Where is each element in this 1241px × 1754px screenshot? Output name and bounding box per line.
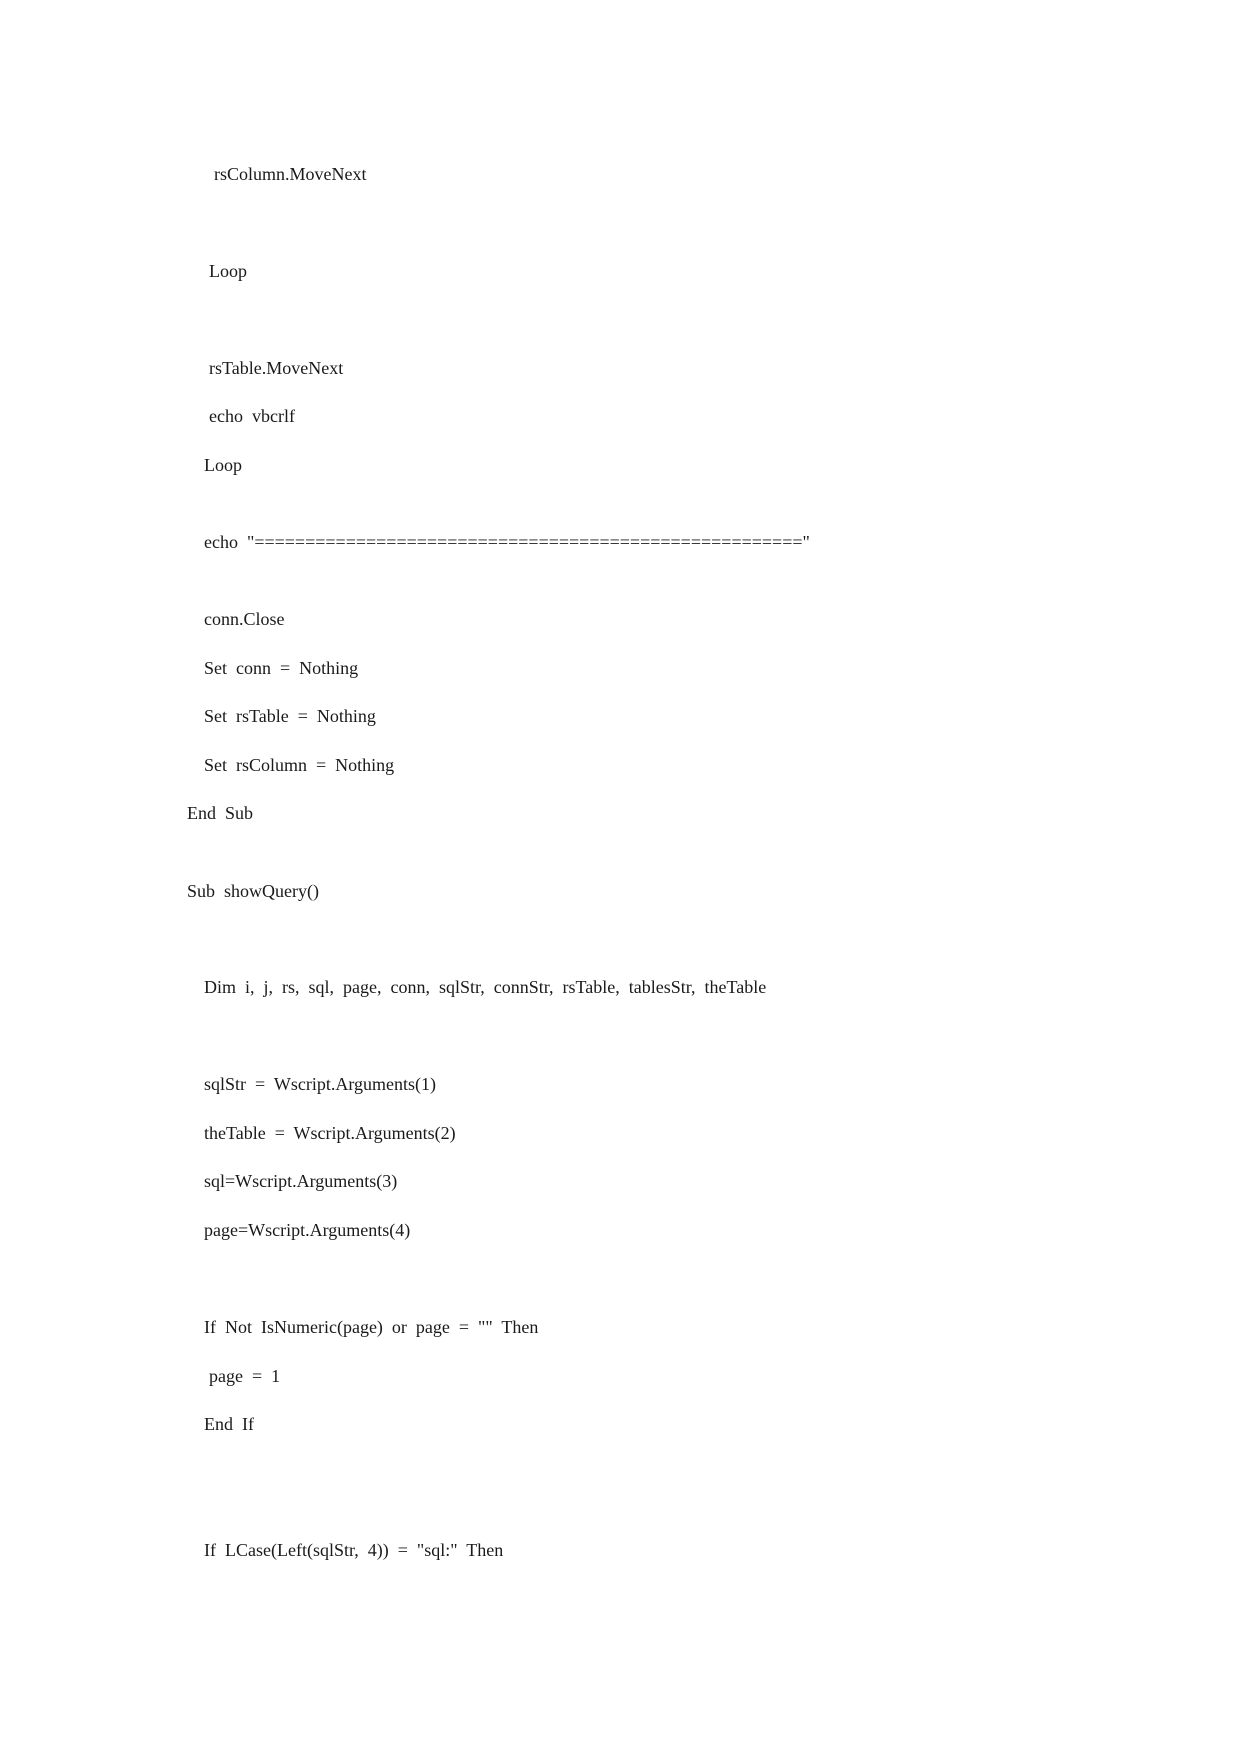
code-line: echo "======================================================" — [204, 532, 810, 552]
code-line: Loop — [209, 261, 247, 281]
code-line: Set conn = Nothing — [204, 658, 359, 678]
code-line: echo vbcrlf — [209, 406, 295, 426]
code-line: page = 1 — [209, 1366, 281, 1386]
code-line: rsTable.MoveNext — [209, 358, 344, 378]
code-line: sql=Wscript.Arguments(3) — [204, 1171, 398, 1191]
code-line: End If — [204, 1414, 254, 1434]
code-line: Dim i, j, rs, sql, page, conn, sqlStr, connStr, rsTable, tablesStr, theTable — [204, 977, 767, 997]
code-line: sqlStr = Wscript.Arguments(1) — [204, 1074, 436, 1094]
code-line: Set rsTable = Nothing — [204, 706, 376, 726]
code-line: page=Wscript.Arguments(4) — [204, 1220, 411, 1240]
code-line: Set rsColumn = Nothing — [204, 755, 395, 775]
code-line: If LCase(Left(sqlStr, 4)) = "sql:" Then — [204, 1540, 504, 1560]
code-line: Loop — [204, 455, 242, 475]
code-line: Sub showQuery() — [187, 881, 319, 901]
code-line: rsColumn.MoveNext — [214, 164, 367, 184]
code-line: End Sub — [187, 803, 254, 823]
code-line: theTable = Wscript.Arguments(2) — [204, 1123, 456, 1143]
code-line: If Not IsNumeric(page) or page = "" Then — [204, 1317, 539, 1337]
code-line: conn.Close — [204, 609, 285, 629]
